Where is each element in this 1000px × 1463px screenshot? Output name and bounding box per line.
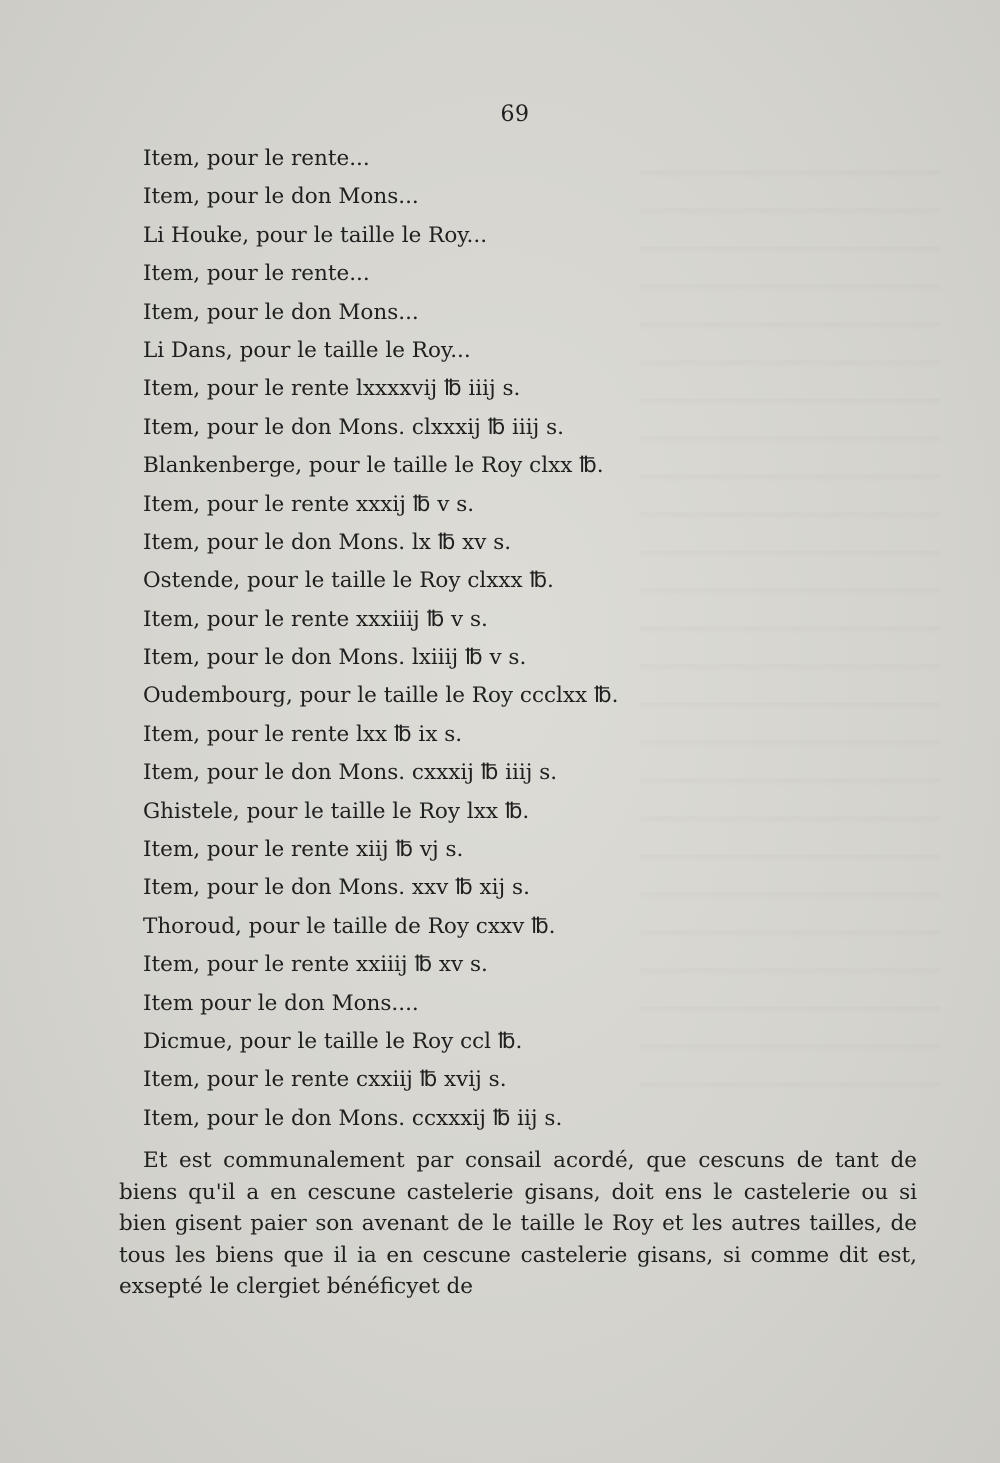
list-item: Ostende, pour le taille le Roy clxxx ℔.	[143, 568, 554, 594]
list-item: Item, pour le don Mons. xxv ℔ xij s.	[143, 875, 530, 901]
list-item: Blankenberge, pour le taille le Roy clxx ℔.	[143, 453, 604, 479]
list-item: Thoroud, pour le taille de Roy cxxv ℔.	[143, 913, 556, 939]
list-item: Item, pour le rente lxxxxvij ℔ iiij s.	[143, 376, 521, 402]
list-item: Item, pour le don Mons. cxxxij ℔ iiij s.	[143, 760, 558, 786]
list-item: Item, pour le rente xxxiiij ℔ v s.	[143, 606, 488, 632]
list-item: Item, pour le don Mons...	[143, 299, 419, 325]
list-item: Li Dans, pour le taille le Roy...	[143, 337, 471, 363]
list-item: Item pour le don Mons....	[143, 990, 419, 1016]
list-item: Oudembourg, pour le taille le Roy ccclxx ℔.	[143, 683, 619, 709]
list-item: Item, pour le don Mons. ccxxxij ℔ iij s.	[143, 1105, 563, 1131]
list-item: Ghistele, pour le taille le Roy lxx ℔.	[143, 798, 530, 824]
list-item: Item, pour le rente xxxij ℔ v s.	[143, 491, 475, 517]
list-item: Item, pour le rente xiij ℔ vj s.	[143, 837, 464, 863]
list-item: Item, pour le rente xxiiij ℔ xv s.	[143, 952, 488, 978]
list-item: Item, pour le don Mons. lx ℔ xv s.	[143, 529, 512, 555]
list-item: Item, pour le don Mons...	[143, 184, 419, 210]
list-item: Item, pour le rente...	[143, 261, 370, 287]
page-number: 69	[500, 102, 530, 127]
list-item: Li Houke, pour le taille le Roy...	[143, 222, 488, 248]
list-item: Item, pour le rente...	[143, 146, 370, 171]
body-paragraph: Et est communalement par consail acordé, que cescuns de tant de biens qu'il a en cescune castelerie gisans, doit ens le castelerie ou si bien gisent paier son avenant de le taille le Roy et les autres tailles, de tous les biens que il ia en cescune castelerie gisans, si comme dit est, exsepté le clergiet bénéficyet de	[119, 1148, 917, 1299]
entry-list	[143, 140, 903, 1138]
list-item: Item, pour le rente cxxiij ℔ xvij s.	[143, 1067, 507, 1093]
list-item: Dicmue, pour le taille le Roy ccl ℔.	[143, 1028, 523, 1054]
list-item: Item, pour le don Mons. clxxxij ℔ iiij s.	[143, 414, 564, 440]
list-item: Item, pour le rente lxx ℔ ix s.	[143, 721, 463, 747]
list-item: Item, pour le don Mons. lxiiij ℔ v s.	[143, 645, 527, 671]
